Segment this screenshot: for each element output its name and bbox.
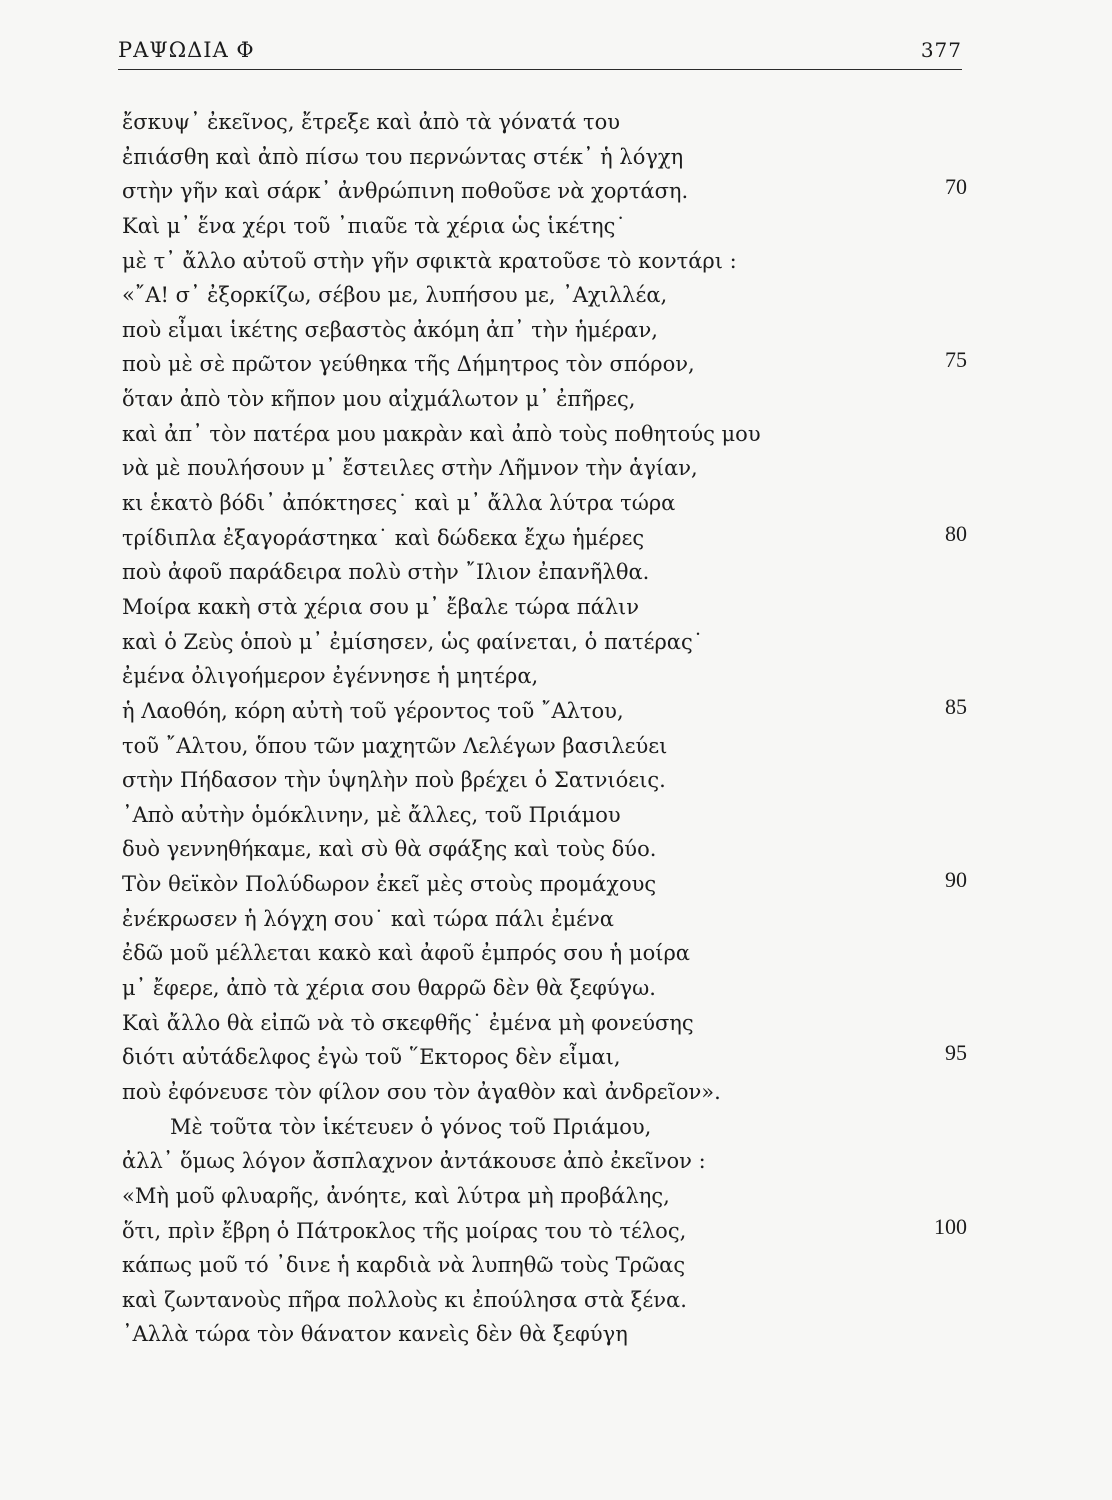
verse-text: τοῦ ῎Αλτου, ὅπου τῶν μαχητῶν Λελέγων βασιλεύει xyxy=(122,733,668,758)
verse-text: μὲ τ᾽ ἄλλο αὐτοῦ στὴν γῆν σφικτὰ κρατοῦσε τὸ κοντάρι : xyxy=(122,248,737,273)
verse-text: ἀλλ᾽ ὅμως λόγον ἄσπλαχνον ἀντάκουσε ἀπὸ ἐκεῖνον : xyxy=(122,1149,706,1174)
verse-line xyxy=(122,555,967,590)
verse-line xyxy=(122,1317,967,1352)
verse-line xyxy=(122,347,967,382)
verse-line xyxy=(122,1110,967,1145)
verse-text: καὶ ζωντανοὺς πῆρα πολλοὺς κι ἐπούλησα στὰ ξένα. xyxy=(122,1287,687,1312)
verse-line xyxy=(122,486,967,521)
verse-text: ποὺ εἶμαι ἱκέτης σεβαστὸς ἀκόμη ἀπ᾽ τὴν ἡμέραν, xyxy=(122,317,658,342)
verse-line xyxy=(122,763,967,798)
verse-line xyxy=(122,590,967,625)
line-number: 80 xyxy=(945,520,967,546)
header-rule xyxy=(118,69,962,70)
verse-text: τρίδιπλα ἐξαγοράστηκα˙ καὶ δώδεκα ἔχω ἡμέρες xyxy=(122,525,645,550)
verse-text: ποὺ ἐφόνευσε τὸν φίλον σου τὸν ἀγαθὸν καὶ ἀνδρεῖον». xyxy=(122,1079,721,1104)
verse-line xyxy=(122,1075,967,1110)
verse-text: «Μὴ μοῦ φλυαρῆς, ἀνόητε, καὶ λύτρα μὴ προβάλης, xyxy=(122,1183,670,1208)
verse-line xyxy=(122,451,967,486)
verse-text: ὅταν ἀπὸ τὸν κῆπον μου αἰχμάλωτον μ᾽ ἐπῆρες, xyxy=(122,387,636,412)
verse-line xyxy=(122,694,967,729)
verse-line xyxy=(122,832,967,867)
verse-text: ἐδῶ μοῦ μέλλεται κακὸ καὶ ἀφοῦ ἐμπρός σου ἡ μοίρα xyxy=(122,941,690,966)
verse-line xyxy=(122,313,967,348)
verse-line xyxy=(122,902,967,937)
verse-line xyxy=(122,209,967,244)
verse-line xyxy=(122,278,967,313)
verse-line xyxy=(122,729,967,764)
verse-text: μ᾽ ἔφερε, ἀπὸ τὰ χέρια σου θαρρῶ δὲν θὰ ξεφύγω. xyxy=(122,976,656,1001)
verse-text: κι ἑκατὸ βόδι᾽ ἀπόκτησες˙ καὶ μ᾽ ἄλλα λύτρα τώρα xyxy=(122,491,676,516)
verse-text: ἡ Λαοθόη, κόρη αὐτὴ τοῦ γέροντος τοῦ ῎Αλτου, xyxy=(122,698,624,723)
line-number: 75 xyxy=(945,347,967,373)
verse-text: ᾽Απὸ αὐτὴν ὁμόκλινην, μὲ ἄλλες, τοῦ Πριάμου xyxy=(122,802,621,827)
verse-line xyxy=(122,417,967,452)
verse-text: δυὸ γεννηθήκαμε, καὶ σὺ θὰ σφάξης καὶ τοὺς δύο. xyxy=(122,837,657,862)
verse-text: ἐπιάσθη καὶ ἀπὸ πίσω του περνώντας στέκ᾽ ἡ λόγχη xyxy=(122,144,684,169)
verse-line xyxy=(122,1283,967,1318)
verse-text: καὶ ἀπ᾽ τὸν πατέρα μου μακρὰν καὶ ἀπὸ τοὺς ποθητούς μου xyxy=(122,421,761,446)
verse-line xyxy=(122,1040,967,1075)
line-number: 70 xyxy=(945,174,967,200)
chapter-title: ΡΑΨΩΔΙΑ Φ xyxy=(118,38,255,62)
verse-text: Καὶ ἄλλο θὰ εἰπῶ νὰ τὸ σκεφθῆς˙ ἐμένα μὴ φονεύσης xyxy=(122,1010,694,1035)
verse-line xyxy=(122,659,967,694)
verse-text: ἐμένα ὀλιγοήμερον ἐγέννησε ἡ μητέρα, xyxy=(122,664,539,689)
verse-text: Μὲ τοῦτα τὸν ἱκέτευεν ὁ γόνος τοῦ Πριάμου, xyxy=(170,1114,652,1139)
verse-line xyxy=(122,1144,967,1179)
line-number: 85 xyxy=(945,693,967,719)
verse-line xyxy=(122,936,967,971)
verse-text: ποὺ ἀφοῦ παράδειρα πολὺ στὴν ῎Ιλιον ἐπανῆλθα. xyxy=(122,560,650,585)
verse-line xyxy=(122,1006,967,1041)
verse-text: στὴν γῆν καὶ σάρκ᾽ ἀνθρώπινη ποθοῦσε νὰ χορτάση. xyxy=(122,179,689,204)
line-number: 100 xyxy=(934,1213,967,1239)
verse-line xyxy=(122,971,967,1006)
verse-line xyxy=(122,867,967,902)
verse-line xyxy=(122,1248,967,1283)
verse-text: ποὺ μὲ σὲ πρῶτον γεύθηκα τῆς Δήμητρος τὸν σπόρον, xyxy=(122,352,695,377)
verse-line xyxy=(122,798,967,833)
verse-text: κάπως μοῦ τό ᾽δινε ἡ καρδιὰ νὰ λυπηθῶ τοὺς Τρῶας xyxy=(122,1253,686,1278)
verse-text: στὴν Πήδασον τὴν ὑψηλὴν ποὺ βρέχει ὁ Σατνιόεις. xyxy=(122,768,666,793)
verse-line xyxy=(122,174,967,209)
verse-block xyxy=(122,105,967,1352)
page-number: 377 xyxy=(920,38,962,62)
verse-text: διότι αὐτάδελφος ἐγὼ τοῦ ῞Εκτορος δὲν εἶμαι, xyxy=(122,1045,621,1070)
verse-text: Μοίρα κακὴ στὰ χέρια σου μ᾽ ἔβαλε τώρα πάλιν xyxy=(122,594,640,619)
verse-line xyxy=(122,1179,967,1214)
line-number: 95 xyxy=(945,1040,967,1066)
line-number: 90 xyxy=(945,867,967,893)
verse-line xyxy=(122,1214,967,1249)
verse-line xyxy=(122,382,967,417)
verse-text: Τὸν θεϊκὸν Πολύδωρον ἐκεῖ μὲς στοὺς προμάχους xyxy=(122,872,657,897)
verse-line xyxy=(122,521,967,556)
verse-text: ὅτι, πρὶν ἔβρη ὁ Πάτροκλος τῆς μοίρας του τὸ τέλος, xyxy=(122,1218,687,1243)
verse-text: ἐνέκρωσεν ἡ λόγχη σου˙ καὶ τώρα πάλι ἐμένα xyxy=(122,906,614,931)
verse-text: ᾽Αλλὰ τώρα τὸν θάνατον κανεὶς δὲν θὰ ξεφύγη xyxy=(122,1322,628,1347)
running-head xyxy=(118,38,962,68)
verse-line xyxy=(122,140,967,175)
verse-line xyxy=(122,244,967,279)
verse-line xyxy=(122,625,967,660)
verse-line xyxy=(122,105,967,140)
verse-text: Καὶ μ᾽ ἕνα χέρι τοῦ ᾽πιαῦε τὰ χέρια ὡς ἱκέτης˙ xyxy=(122,213,626,238)
verse-text: «῎Α! σ᾽ ἐξορκίζω, σέβου με, λυπήσου με, ᾽Αχιλλέα, xyxy=(122,283,668,308)
verse-text: νὰ μὲ πουλήσουν μ᾽ ἔστειλες στὴν Λῆμνον τὴν ἁγίαν, xyxy=(122,456,698,481)
verse-text: ἔσκυψ᾽ ἐκεῖνος, ἔτρεξε καὶ ἀπὸ τὰ γόνατά του xyxy=(122,110,621,134)
verse-text: καὶ ὁ Ζεὺς ὁποὺ μ᾽ ἐμίσησεν, ὡς φαίνεται, ὁ πατέρας˙ xyxy=(122,629,704,654)
